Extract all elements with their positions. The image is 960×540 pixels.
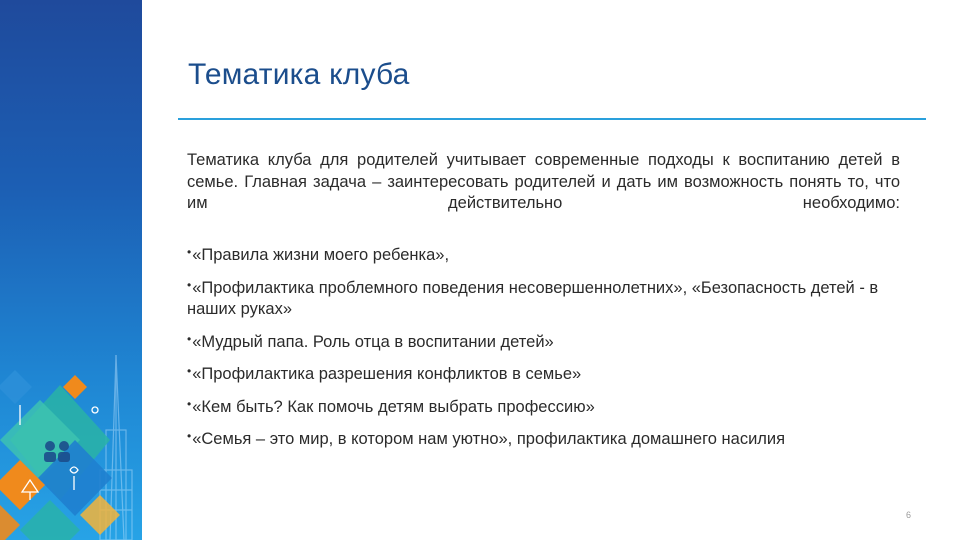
slide-title: Тематика клуба bbox=[188, 58, 410, 91]
list-item-text: «Мудрый папа. Роль отца в воспитании детей» bbox=[192, 332, 554, 351]
bullet-icon: • bbox=[187, 331, 192, 346]
page-number: 6 bbox=[906, 510, 912, 520]
sidebar-decoration bbox=[0, 0, 142, 540]
decorative-sidebar bbox=[0, 0, 142, 540]
bullet-icon: • bbox=[187, 245, 192, 259]
list-item-text: «Семья – это мир, в котором нам уютно», профилактика домашнего насилия bbox=[192, 430, 786, 448]
intro-paragraph: Тематика клуба для родителей учитывает современные подходы к воспитанию детей в семье. Главная задача – заинтересовать родителей и дать им возможность понять то, что им действительно необходимо: bbox=[187, 151, 900, 212]
bullet-icon: • bbox=[187, 364, 192, 378]
list-item bbox=[187, 361, 900, 386]
list-item-text: «Профилактика проблемного поведения несовершеннолетних», «Безопасность детей - в наших руках» bbox=[187, 278, 879, 318]
bullet-icon: • bbox=[187, 396, 192, 411]
list-item bbox=[187, 394, 900, 419]
list-item bbox=[187, 426, 900, 451]
list-item bbox=[187, 275, 900, 321]
list-item bbox=[187, 242, 900, 267]
list-item-text: «Кем быть? Как помочь детям выбрать профессию» bbox=[192, 397, 595, 416]
list-item bbox=[187, 329, 900, 354]
bullet-icon: • bbox=[187, 429, 192, 443]
list-item-text: «Правила жизни моего ребенка», bbox=[192, 246, 450, 264]
slide-body bbox=[187, 150, 900, 459]
bullet-icon: • bbox=[187, 277, 192, 292]
list-item-text: «Профилактика разрешения конфликтов в семье» bbox=[192, 365, 582, 383]
title-divider bbox=[178, 118, 926, 120]
